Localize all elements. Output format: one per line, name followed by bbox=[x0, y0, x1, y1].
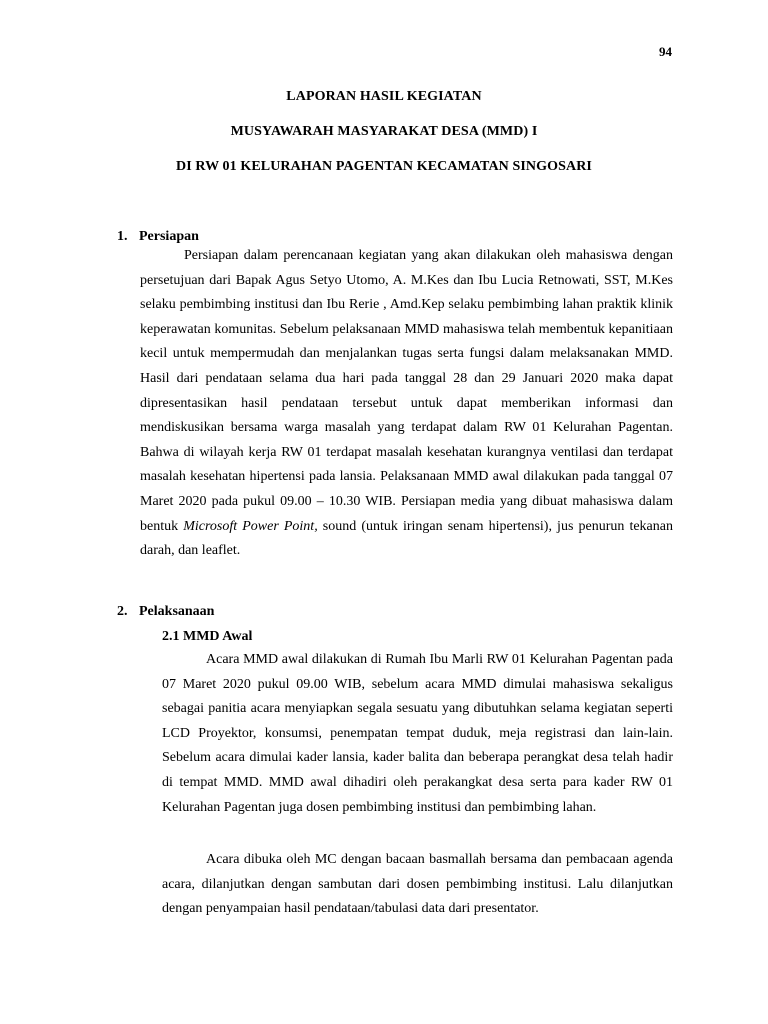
paragraph-text-end: sound (untuk iringan senam hipertensi), jus penurun tekanan darah, dan leaflet. bbox=[140, 518, 673, 559]
section-heading-pelaksanaan bbox=[117, 604, 214, 620]
section-title: Pelaksanaan bbox=[139, 604, 215, 619]
report-title: LAPORAN HASIL KEGIATAN bbox=[286, 89, 482, 104]
mmd-awal-paragraph-1: Acara MMD awal dilakukan di Rumah Ibu Marli RW 01 Kelurahan Pagentan pada 07 Maret 2020 pukul 09.00 WIB, sebelum acara MMD dimulai mahasiswa sekaligus sebagai panitia acara menyiapkan segala sesuatu yang dibutuhkan selama kegiatan seperti LCD Proyektor, konsumsi, penempatan tempat duduk, meja registrasi dan lain-lain. Sebelum acara dimulai kader lansia, kader balita dan beberapa perangkat desa telah hadir di tempat MMD. MMD awal dihadiri oleh perakangkat desa serta para kader RW 01 Kelurahan Pagentan juga dosen pembimbing institusi dan pembimbing lahan. bbox=[162, 652, 673, 815]
mmd-awal-paragraph-2: Acara dibuka oleh MC dengan bacaan basmallah bersama dan pembacaan agenda acara, dilanjutkan dengan sambutan dari dosen pembimbing institusi. Lalu dilanjutkan dengan penyampaian hasil pendataan/tabulasi data dari presentator. bbox=[162, 852, 673, 917]
section-heading-persiapan bbox=[117, 229, 199, 245]
subsection-heading-mmd-awal: 2.1 MMD Awal bbox=[162, 629, 253, 644]
section-number: 2. bbox=[117, 604, 128, 619]
report-location: DI RW 01 KELURAHAN PAGENTAN KECAMATAN SINGOSARI bbox=[176, 159, 592, 174]
persiapan-paragraph bbox=[140, 244, 673, 564]
section-number: 1. bbox=[117, 229, 128, 244]
page-number: 94 bbox=[659, 44, 672, 59]
italic-software-name: Microsoft Power Point, bbox=[183, 518, 318, 534]
paragraph-text: Persiapan dalam perencanaan kegiatan yang akan dilakukan oleh mahasiswa dengan persetujuan dari Bapak Agus Setyo Utomo, A. M.Kes dan Ibu Lucia Retnowati, SST, M.Kes selaku pembimbing institusi dan Ibu Rerie , Amd.Kep selaku pembimbing lahan praktik klinik keperawatan komunitas. Sebelum pelaksanaan MMD mahasiswa telah membentuk kepanitiaan kecil untuk mempermudah dan menjalankan tugas serta fungsi dalam melaksanakan MMD. Hasil dari pendataan selama dua hari pada tanggal 28 dan 29 Januari 2020 maka dapat dipresentasikan hasil pendataan tersebut untuk dapat memberikan informasi dan mendiskusikan bersama warga masalah yang terdapat dalam RW 01 Kelurahan Pagentan. Bahwa di wilayah kerja RW 01 terdapat masalah kesehatan kurangnya ventilasi dan terdapat masalah kesehatan hipertensi pada lansia. Pelaksanaan MMD awal dilakukan pada tanggal 07 Maret 2020 pada pukul 09.00 – 10.30 WIB. Persiapan media yang dibuat mahasiswa dalam bentuk bbox=[140, 248, 673, 534]
report-subtitle: MUSYAWARAH MASYARAKAT DESA (MMD) I bbox=[230, 124, 538, 139]
section-title: Persiapan bbox=[139, 229, 199, 244]
